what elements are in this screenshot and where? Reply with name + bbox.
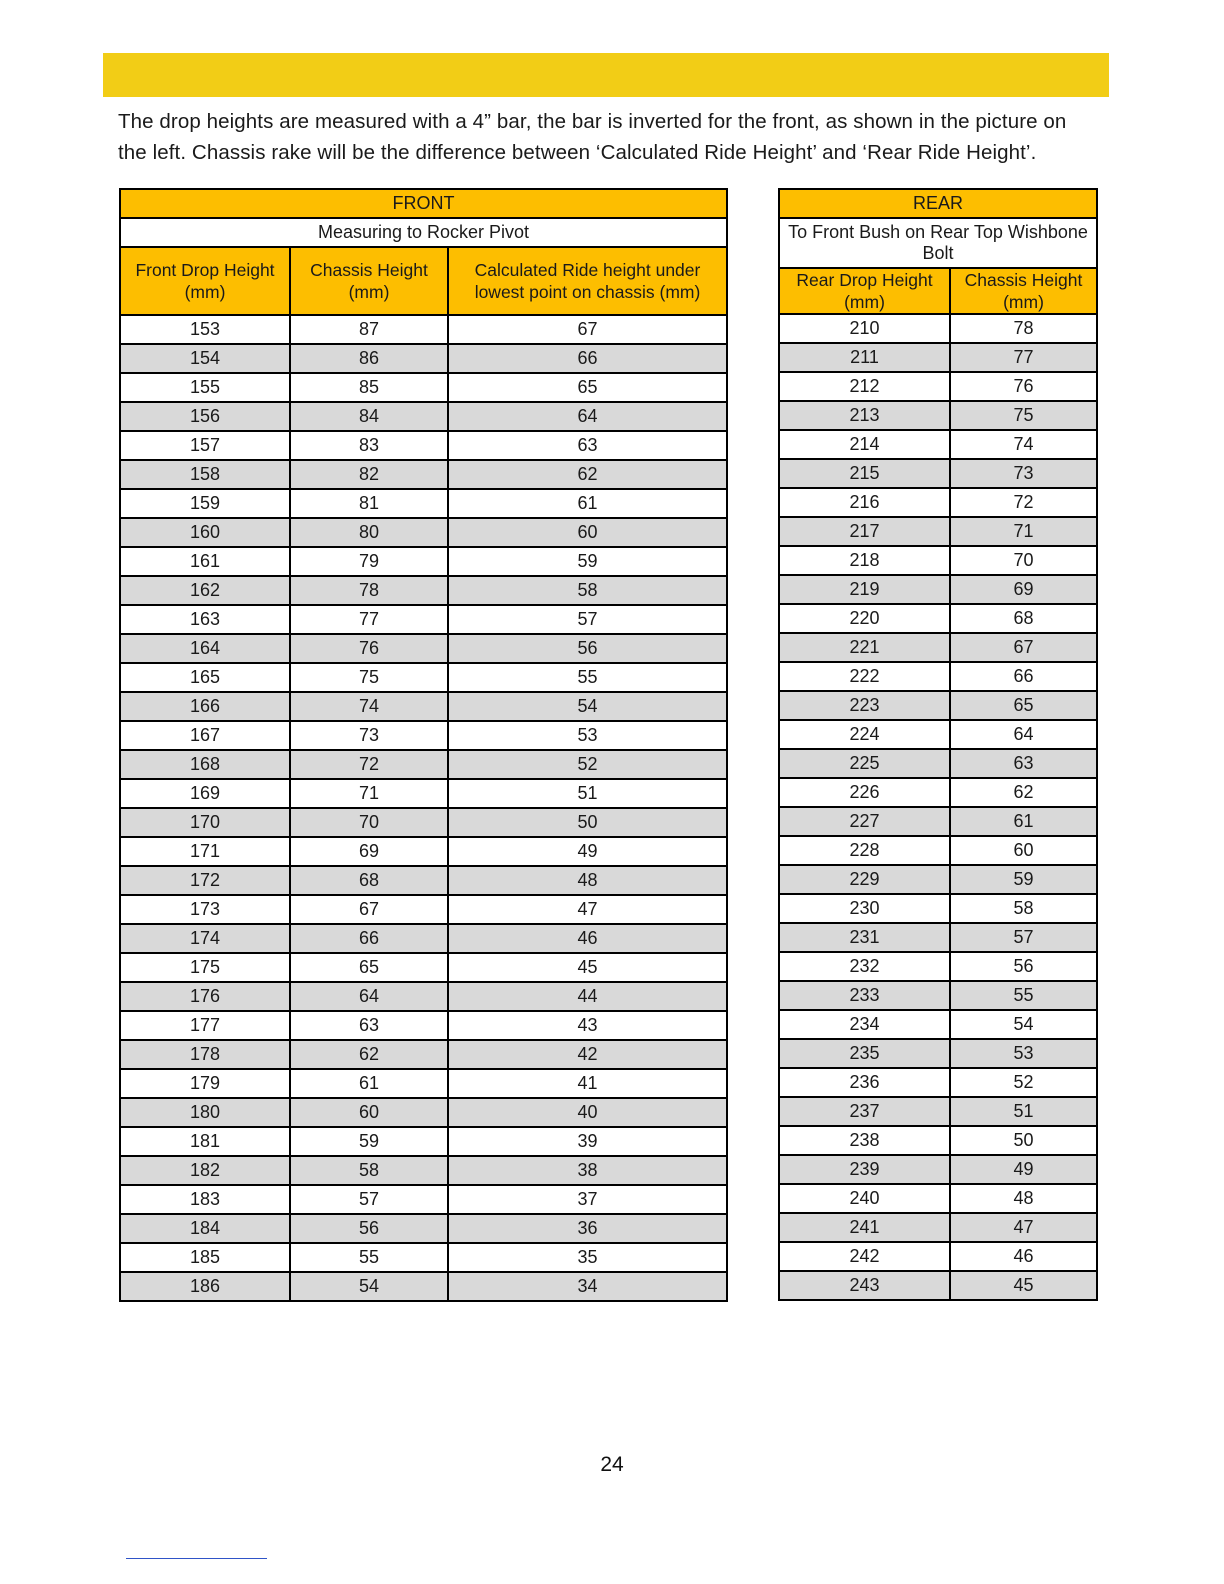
front-cell: 60: [448, 518, 727, 547]
front-cell: 84: [290, 402, 448, 431]
front-cell: 66: [290, 924, 448, 953]
front-table-row: [120, 924, 727, 953]
front-cell: 87: [290, 315, 448, 344]
front-cell: 68: [290, 866, 448, 895]
front-table-row: [120, 1185, 727, 1214]
front-cell: 58: [448, 576, 727, 605]
front-cell: 76: [290, 634, 448, 663]
front-cell: 40: [448, 1098, 727, 1127]
rear-cell: 62: [950, 778, 1097, 807]
rear-cell: 242: [779, 1242, 950, 1271]
rear-cell: 241: [779, 1213, 950, 1242]
rear-cell: 239: [779, 1155, 950, 1184]
front-cell: 156: [120, 402, 290, 431]
rear-cell: 211: [779, 343, 950, 372]
rear-cell: 51: [950, 1097, 1097, 1126]
front-cell: 79: [290, 547, 448, 576]
rear-cell: 73: [950, 459, 1097, 488]
front-cell: 161: [120, 547, 290, 576]
rear-table-row: [779, 1097, 1097, 1126]
front-cell: 158: [120, 460, 290, 489]
rear-cell: 230: [779, 894, 950, 923]
rear-cell: 45: [950, 1271, 1097, 1300]
front-cell: 48: [448, 866, 727, 895]
front-cell: 54: [448, 692, 727, 721]
front-table-row: [120, 605, 727, 634]
rear-table-row: [779, 952, 1097, 981]
front-cell: 69: [290, 837, 448, 866]
front-cell: 82: [290, 460, 448, 489]
front-table-row: [120, 1040, 727, 1069]
front-cell: 72: [290, 750, 448, 779]
front-cell: 61: [290, 1069, 448, 1098]
front-cell: 55: [290, 1243, 448, 1272]
front-cell: 86: [290, 344, 448, 373]
rear-col-drop-height: Rear Drop Height (mm): [779, 268, 950, 314]
rear-cell: 53: [950, 1039, 1097, 1068]
front-cell: 45: [448, 953, 727, 982]
rear-table-row: [779, 923, 1097, 952]
rear-cell: 77: [950, 343, 1097, 372]
front-table-row: [120, 431, 727, 460]
rear-table-row: [779, 604, 1097, 633]
front-cell: 176: [120, 982, 290, 1011]
front-cell: 62: [290, 1040, 448, 1069]
rear-table-row: [779, 1213, 1097, 1242]
front-table-row: [120, 866, 727, 895]
rear-table-row: [779, 372, 1097, 401]
front-cell: 175: [120, 953, 290, 982]
front-cell: 34: [448, 1272, 727, 1301]
front-cell: 61: [448, 489, 727, 518]
rear-table-row: [779, 546, 1097, 575]
rear-cell: 69: [950, 575, 1097, 604]
front-cell: 172: [120, 866, 290, 895]
front-cell: 56: [290, 1214, 448, 1243]
front-cell: 54: [290, 1272, 448, 1301]
rear-table-row: [779, 836, 1097, 865]
front-cell: 170: [120, 808, 290, 837]
rear-table-row: [779, 1126, 1097, 1155]
rear-cell: 229: [779, 865, 950, 894]
rear-cell: 237: [779, 1097, 950, 1126]
rear-cell: 238: [779, 1126, 950, 1155]
front-cell: 171: [120, 837, 290, 866]
rear-cell: 60: [950, 836, 1097, 865]
rear-table-row: [779, 517, 1097, 546]
front-cell: 70: [290, 808, 448, 837]
rear-table-row: [779, 1184, 1097, 1213]
front-cell: 159: [120, 489, 290, 518]
front-cell: 35: [448, 1243, 727, 1272]
front-cell: 44: [448, 982, 727, 1011]
rear-table-row: [779, 894, 1097, 923]
front-cell: 57: [290, 1185, 448, 1214]
front-cell: 177: [120, 1011, 290, 1040]
front-cell: 166: [120, 692, 290, 721]
front-cell: 162: [120, 576, 290, 605]
rear-cell: 54: [950, 1010, 1097, 1039]
front-cell: 37: [448, 1185, 727, 1214]
rear-table-row: [779, 459, 1097, 488]
front-table-row: [120, 982, 727, 1011]
front-col-ride-height: Calculated Ride height under lowest point on chassis (mm): [448, 247, 727, 315]
rear-cell: 46: [950, 1242, 1097, 1271]
front-cell: 51: [448, 779, 727, 808]
front-table-row: [120, 1127, 727, 1156]
rear-table-row: [779, 401, 1097, 430]
rear-table-row: [779, 981, 1097, 1010]
front-table: [119, 188, 728, 1302]
front-table-row: [120, 1156, 727, 1185]
rear-col-chassis-height: Chassis Height (mm): [950, 268, 1097, 314]
rear-cell: 49: [950, 1155, 1097, 1184]
front-table-row: [120, 373, 727, 402]
rear-cell: 214: [779, 430, 950, 459]
front-cell: 174: [120, 924, 290, 953]
rear-cell: 74: [950, 430, 1097, 459]
rear-cell: 66: [950, 662, 1097, 691]
rear-cell: 236: [779, 1068, 950, 1097]
front-cell: 83: [290, 431, 448, 460]
front-cell: 77: [290, 605, 448, 634]
rear-cell: 59: [950, 865, 1097, 894]
rear-table-row: [779, 778, 1097, 807]
front-cell: 184: [120, 1214, 290, 1243]
rear-table-row: [779, 1155, 1097, 1184]
front-cell: 183: [120, 1185, 290, 1214]
rear-table-row: [779, 807, 1097, 836]
rear-table-row: [779, 865, 1097, 894]
rear-cell: 52: [950, 1068, 1097, 1097]
rear-cell: 75: [950, 401, 1097, 430]
front-cell: 71: [290, 779, 448, 808]
rear-cell: 213: [779, 401, 950, 430]
front-col-drop-height: Front Drop Height (mm): [120, 247, 290, 315]
front-title: FRONT: [120, 189, 727, 218]
rear-table-row: [779, 1271, 1097, 1300]
front-col-chassis-height: Chassis Height (mm): [290, 247, 448, 315]
front-cell: 43: [448, 1011, 727, 1040]
intro-paragraph: The drop heights are measured with a 4” bar, the bar is inverted for the front, as shown in the picture on the left. Chassis rake will be the difference between ‘Calculated Ride Height’ and ‘Rear Ride Height’.: [118, 110, 1067, 164]
rear-cell: 68: [950, 604, 1097, 633]
rear-cell: 215: [779, 459, 950, 488]
rear-cell: 72: [950, 488, 1097, 517]
rear-cell: 222: [779, 662, 950, 691]
front-cell: 180: [120, 1098, 290, 1127]
front-table-row: [120, 953, 727, 982]
front-table-row: [120, 489, 727, 518]
rear-cell: 210: [779, 314, 950, 343]
rear-table-row: [779, 720, 1097, 749]
rear-cell: 78: [950, 314, 1097, 343]
rear-cell: 231: [779, 923, 950, 952]
rear-cell: 226: [779, 778, 950, 807]
front-cell: 52: [448, 750, 727, 779]
rear-table-row: [779, 1068, 1097, 1097]
footer-link-line: [126, 1558, 267, 1559]
front-cell: 36: [448, 1214, 727, 1243]
front-table-row: [120, 402, 727, 431]
rear-cell: 64: [950, 720, 1097, 749]
front-cell: 173: [120, 895, 290, 924]
front-cell: 55: [448, 663, 727, 692]
rear-cell: 50: [950, 1126, 1097, 1155]
front-subtitle: Measuring to Rocker Pivot: [120, 218, 727, 247]
front-cell: 185: [120, 1243, 290, 1272]
front-table-row: [120, 1243, 727, 1272]
front-cell: 63: [290, 1011, 448, 1040]
rear-table-row: [779, 691, 1097, 720]
front-cell: 64: [290, 982, 448, 1011]
front-cell: 178: [120, 1040, 290, 1069]
front-cell: 63: [448, 431, 727, 460]
front-table-row: [120, 576, 727, 605]
front-cell: 38: [448, 1156, 727, 1185]
front-cell: 153: [120, 315, 290, 344]
rear-table-row: [779, 314, 1097, 343]
rear-cell: 55: [950, 981, 1097, 1010]
front-table-row: [120, 547, 727, 576]
rear-cell: 224: [779, 720, 950, 749]
front-table-row: [120, 808, 727, 837]
rear-cell: 76: [950, 372, 1097, 401]
rear-table-row: [779, 343, 1097, 372]
front-cell: 65: [290, 953, 448, 982]
front-table-row: [120, 1011, 727, 1040]
front-table-row: [120, 837, 727, 866]
rear-table: [778, 188, 1098, 1301]
rear-table-row: [779, 488, 1097, 517]
rear-table-row: [779, 1010, 1097, 1039]
front-cell: 154: [120, 344, 290, 373]
front-cell: 66: [448, 344, 727, 373]
rear-cell: 232: [779, 952, 950, 981]
front-cell: 41: [448, 1069, 727, 1098]
rear-cell: 216: [779, 488, 950, 517]
front-cell: 58: [290, 1156, 448, 1185]
front-cell: 56: [448, 634, 727, 663]
rear-cell: 223: [779, 691, 950, 720]
rear-cell: 225: [779, 749, 950, 778]
front-cell: 53: [448, 721, 727, 750]
front-table-row: [120, 779, 727, 808]
front-cell: 164: [120, 634, 290, 663]
front-cell: 75: [290, 663, 448, 692]
rear-cell: 218: [779, 546, 950, 575]
front-cell: 81: [290, 489, 448, 518]
front-cell: 50: [448, 808, 727, 837]
rear-cell: 61: [950, 807, 1097, 836]
rear-cell: 235: [779, 1039, 950, 1068]
front-cell: 49: [448, 837, 727, 866]
front-cell: 78: [290, 576, 448, 605]
front-table-row: [120, 663, 727, 692]
rear-cell: 65: [950, 691, 1097, 720]
front-cell: 60: [290, 1098, 448, 1127]
front-table-row: [120, 1098, 727, 1127]
front-cell: 67: [448, 315, 727, 344]
rear-cell: 243: [779, 1271, 950, 1300]
front-table-row: [120, 895, 727, 924]
rear-cell: 212: [779, 372, 950, 401]
front-table-row: [120, 721, 727, 750]
front-table-row: [120, 344, 727, 373]
rear-cell: 233: [779, 981, 950, 1010]
front-table-row: [120, 460, 727, 489]
rear-cell: 56: [950, 952, 1097, 981]
rear-cell: 70: [950, 546, 1097, 575]
rear-table-row: [779, 662, 1097, 691]
rear-cell: 57: [950, 923, 1097, 952]
rear-cell: 67: [950, 633, 1097, 662]
front-cell: 181: [120, 1127, 290, 1156]
rear-cell: 228: [779, 836, 950, 865]
front-table-row: [120, 692, 727, 721]
front-cell: 59: [290, 1127, 448, 1156]
front-cell: 165: [120, 663, 290, 692]
front-cell: 67: [290, 895, 448, 924]
front-table-row: [120, 1214, 727, 1243]
front-cell: 42: [448, 1040, 727, 1069]
front-cell: 85: [290, 373, 448, 402]
rear-cell: 227: [779, 807, 950, 836]
front-cell: 46: [448, 924, 727, 953]
rear-table-row: [779, 430, 1097, 459]
rear-table-row: [779, 575, 1097, 604]
front-cell: 57: [448, 605, 727, 634]
front-cell: 59: [448, 547, 727, 576]
front-cell: 74: [290, 692, 448, 721]
front-cell: 163: [120, 605, 290, 634]
front-table-row: [120, 518, 727, 547]
front-cell: 80: [290, 518, 448, 547]
header-band: [103, 53, 1109, 97]
rear-cell: 217: [779, 517, 950, 546]
front-cell: 65: [448, 373, 727, 402]
front-cell: 182: [120, 1156, 290, 1185]
front-table-row: [120, 1069, 727, 1098]
front-cell: 73: [290, 721, 448, 750]
rear-cell: 221: [779, 633, 950, 662]
front-table-row: [120, 750, 727, 779]
front-table-row: [120, 315, 727, 344]
front-cell: 169: [120, 779, 290, 808]
front-cell: 47: [448, 895, 727, 924]
rear-cell: 240: [779, 1184, 950, 1213]
front-cell: 168: [120, 750, 290, 779]
rear-cell: 234: [779, 1010, 950, 1039]
rear-table-row: [779, 1039, 1097, 1068]
rear-cell: 58: [950, 894, 1097, 923]
rear-cell: 48: [950, 1184, 1097, 1213]
rear-cell: 63: [950, 749, 1097, 778]
front-cell: 167: [120, 721, 290, 750]
front-table-row: [120, 1272, 727, 1301]
front-cell: 186: [120, 1272, 290, 1301]
rear-subtitle: To Front Bush on Rear Top Wishbone Bolt: [779, 218, 1097, 268]
rear-table-row: [779, 1242, 1097, 1271]
front-cell: 39: [448, 1127, 727, 1156]
rear-cell: 71: [950, 517, 1097, 546]
front-cell: 64: [448, 402, 727, 431]
front-cell: 62: [448, 460, 727, 489]
rear-table-row: [779, 749, 1097, 778]
front-cell: 160: [120, 518, 290, 547]
rear-title: REAR: [779, 189, 1097, 218]
rear-cell: 220: [779, 604, 950, 633]
rear-cell: 219: [779, 575, 950, 604]
page-number: 24: [600, 1453, 624, 1476]
front-cell: 179: [120, 1069, 290, 1098]
rear-table-row: [779, 633, 1097, 662]
front-table-row: [120, 634, 727, 663]
front-cell: 157: [120, 431, 290, 460]
front-cell: 155: [120, 373, 290, 402]
rear-cell: 47: [950, 1213, 1097, 1242]
